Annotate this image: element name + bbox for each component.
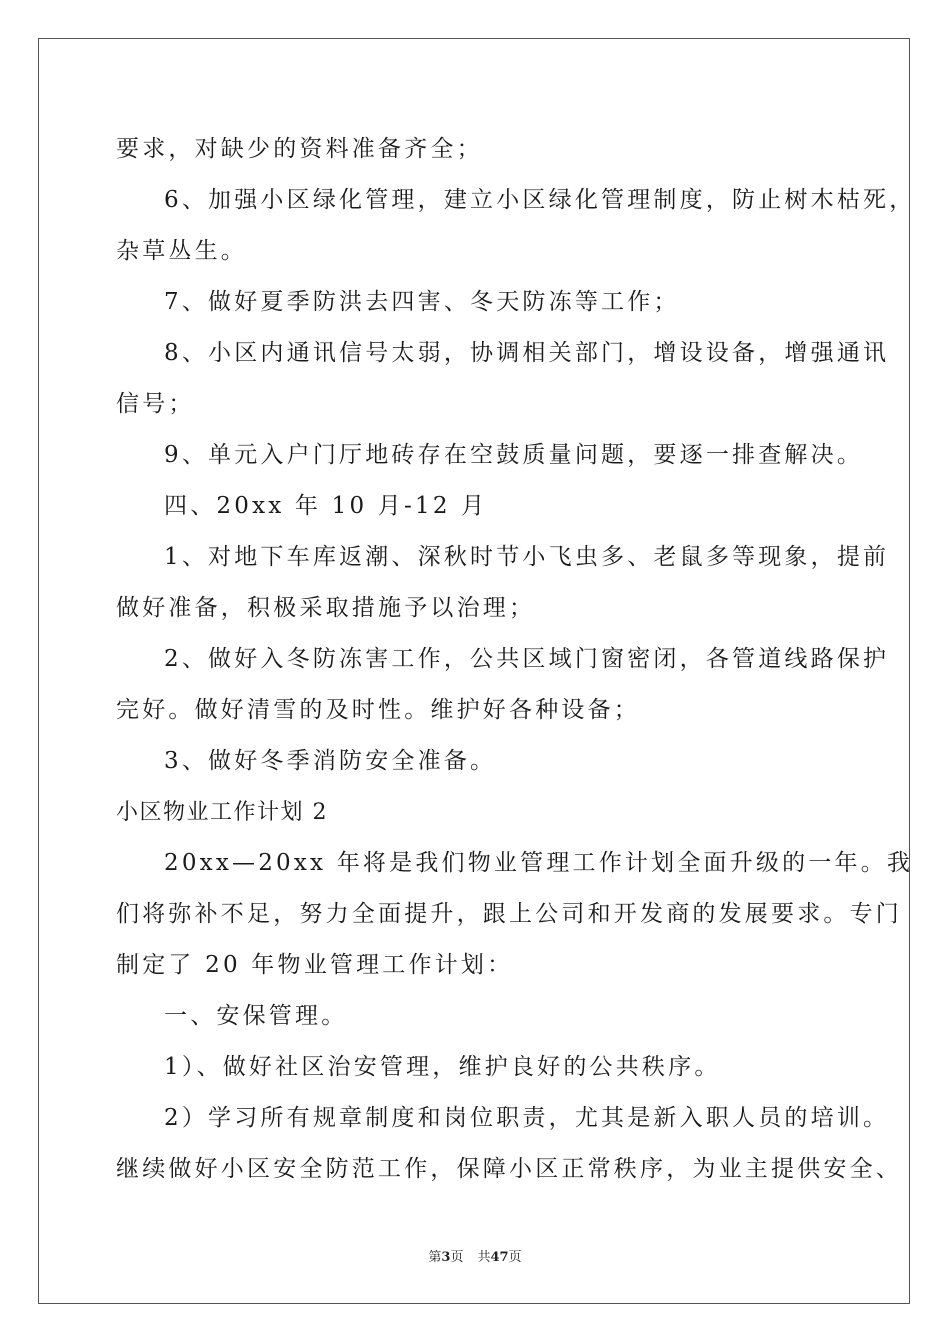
text-line: 信号； [116,391,195,417]
total-prefix: 共 [477,1250,491,1265]
text-line: 继续做好小区安全防范工作，保障小区正常秩序，为业主提供安全、 [116,1156,902,1182]
text-line: 7、做好夏季防洪去四害、冬天防冻等工作； [164,289,680,315]
text-line: 杂草丛生。 [116,238,247,264]
text-line: 6、加强小区绿化管理，建立小区绿化管理制度，防止树木枯死， [164,187,916,213]
page-footer [0,1246,950,1265]
text-line: 们将弥补不足，努力全面提升，跟上公司和开发商的发展要求。专门 [116,901,902,927]
text-line: 3、做好冬季消防安全准备。 [164,748,497,774]
document-title: 小区物业工作计划 2 [116,800,328,825]
text-line: 8、小区内通讯信号太弱，协调相关部门，增设设备，增强通讯 [164,340,890,366]
text-line: 做好准备，积极采取措施予以治理； [116,595,536,621]
text-line: 制定了 20 年物业管理工作计划： [116,952,514,978]
text-line: 要求，对缺少的资料准备齐全； [116,136,483,162]
text-line: 2）学习所有规章制度和岗位职责，尤其是新入职人员的培训。 [164,1105,890,1131]
total-suffix: 页 [508,1250,522,1265]
text-line: 完好。做好清雪的及时性。维护好各种设备； [116,697,640,723]
text-line: 2、做好入冬防冻害工作，公共区域门窗密闭，各管道线路保护 [164,646,890,672]
document-body [116,124,916,1195]
text-line: 1）、做好社区治安管理，维护良好的公共秩序。 [164,1054,721,1080]
section-heading: 四、20xx 年 10 月-12 月 [164,493,488,519]
text-line: 9、单元入户门厅地砖存在空鼓质量问题，要逐一排查解决。 [164,442,864,468]
page-prefix: 第 [428,1250,442,1265]
page-suffix: 页 [450,1250,464,1265]
current-page-number: 3 [441,1250,451,1265]
text-line: 20xx—20xx 年将是我们物业管理工作计划全面升级的一年。我 [164,850,914,876]
text-line: 1、对地下车库返潮、深秋时节小飞虫多、老鼠多等现象，提前 [164,544,890,570]
section-heading: 一、安保管理。 [164,1003,348,1029]
total-pages-number: 47 [490,1250,509,1265]
